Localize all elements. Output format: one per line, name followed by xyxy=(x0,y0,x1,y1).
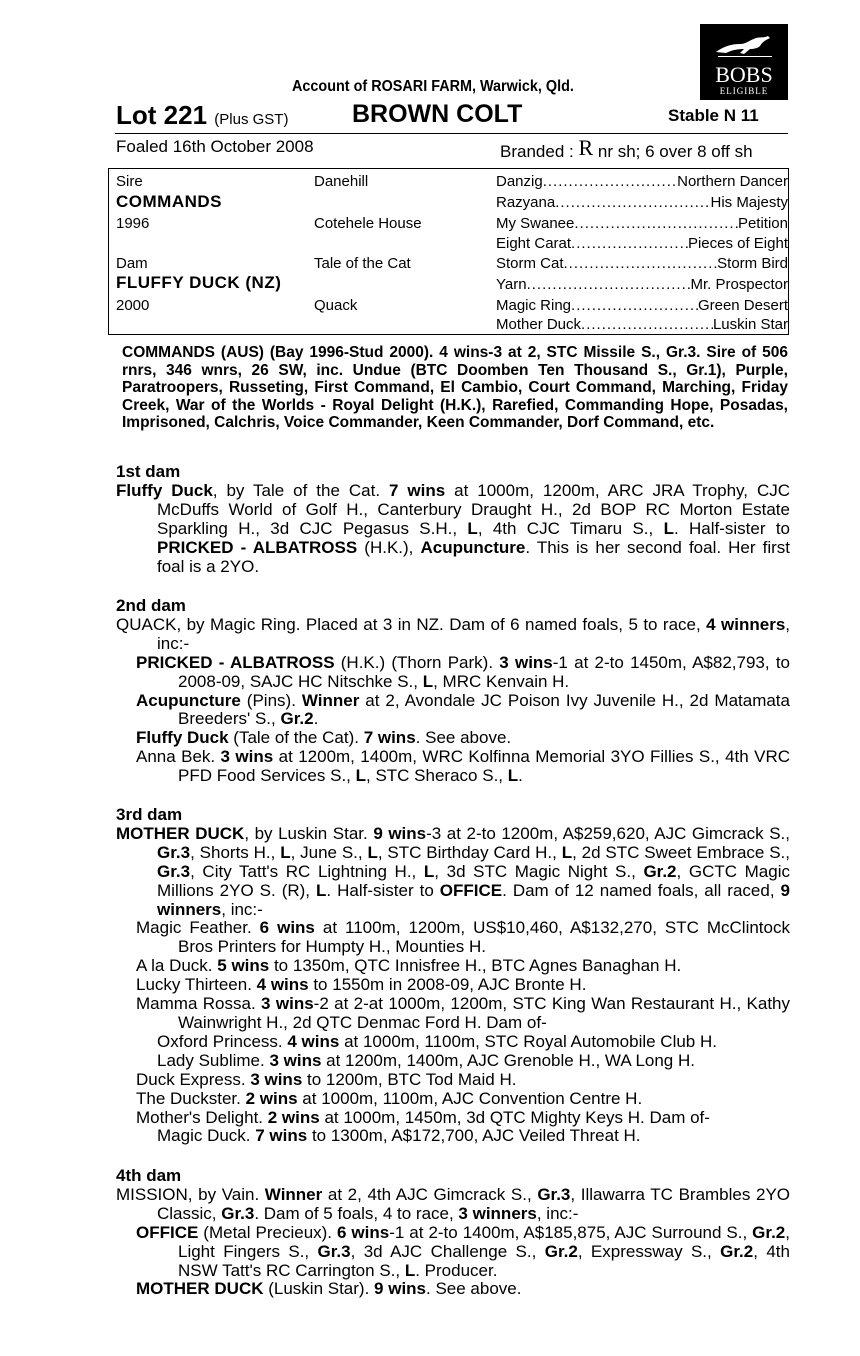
text: (H.K.), xyxy=(357,537,421,557)
dam-name: FLUFFY DUCK (NZ) xyxy=(116,273,282,292)
text: at 1100m, 1200m, US$10,460, A$132,270, STC McClintock Bros Printers for Humpty H., Mounties H. xyxy=(178,918,790,957)
logo-subtitle: ELIGIBLE xyxy=(719,86,769,96)
third-dam-section xyxy=(116,806,790,1146)
progeny-entry xyxy=(116,919,790,957)
horse-description: BROWN COLT xyxy=(352,100,523,128)
sibling-name: OFFICE xyxy=(439,880,503,900)
stable-number: Stable N 11 xyxy=(668,106,759,125)
progeny-name: PRICKED - ALBATROSS xyxy=(136,652,335,672)
listed: L xyxy=(663,518,674,538)
wins: 9 wins xyxy=(373,823,427,843)
text: . Dam of 12 named foals, all raced, xyxy=(502,880,781,900)
sire-label: Sire xyxy=(116,173,143,190)
gen3-row xyxy=(496,215,788,232)
listed: L xyxy=(422,671,434,691)
progeny-entry xyxy=(116,1090,790,1109)
listed: L xyxy=(561,842,573,862)
progeny-entry xyxy=(116,1109,790,1128)
group: Gr.3 xyxy=(537,1184,571,1204)
text: , City Tatt's RC Lightning H., xyxy=(190,861,424,881)
wins: 3 wins xyxy=(220,747,274,767)
text: at 1000m, 1450m, 3d QTC Mighty Keys H. Dam of- xyxy=(319,1107,710,1127)
section-heading: 1st dam xyxy=(116,462,181,481)
gen3-left: Danzig xyxy=(496,173,543,190)
grand-progeny-entry xyxy=(116,1127,790,1146)
gen2-dam-sire: Tale of the Cat xyxy=(314,255,411,272)
gen3-left: Storm Cat xyxy=(496,255,564,272)
first-dam-paragraph xyxy=(116,482,790,577)
text: , June S., xyxy=(290,842,368,862)
sire-year: 1996 xyxy=(116,215,150,232)
text: , inc:- xyxy=(157,614,791,653)
text: . Dam of 5 foals, 4 to race, xyxy=(254,1203,459,1223)
dam-label: Dam xyxy=(116,255,148,272)
progeny-entry xyxy=(116,729,790,748)
text: -1 at 2-to 1400m, A$185,875, AJC Surround S., xyxy=(389,1222,753,1242)
progeny-name: OFFICE xyxy=(136,1222,199,1242)
text: (Pins). xyxy=(240,690,302,710)
text: (H.K.) (Thorn Park). xyxy=(334,652,500,672)
listed: L xyxy=(423,861,435,881)
progeny-name: Anna Bek. xyxy=(136,747,221,767)
wins: 2 wins xyxy=(245,1088,298,1108)
gen3-right: Northern Dancer xyxy=(677,173,788,190)
gen3-row xyxy=(496,194,788,211)
listed: L xyxy=(280,842,291,862)
text: (Metal Precieux). xyxy=(198,1222,337,1242)
progeny-name: The Duckster. xyxy=(136,1088,246,1108)
progeny-name: Magic Duck. xyxy=(157,1126,256,1146)
gen3-row xyxy=(496,255,788,272)
text: , Illawarra TC Brambles 2YO Classic, xyxy=(157,1184,791,1223)
progeny-name: Mamma Rossa. xyxy=(136,994,262,1014)
wins: 6 wins xyxy=(337,1222,390,1242)
text: , STC Sheraco S., xyxy=(366,766,508,786)
gen2-sire-dam: Cotehele House xyxy=(314,215,422,232)
text: at 1000m, 1200m, ARC JRA Trophy, CJC McDuffs World of Golf H., Canterbury Draught H., 2d BOP RC Morton Estate Sparkling H., 3d CJC Pegasus S.H., xyxy=(157,480,791,538)
progeny-entry xyxy=(116,692,790,730)
section-heading: 3rd dam xyxy=(116,805,183,824)
dam-name: Fluffy Duck xyxy=(116,480,213,500)
progeny-entry xyxy=(116,1280,790,1299)
listed: L xyxy=(404,1260,416,1280)
text: to 1350m, QTC Innisfree H., BTC Agnes Banaghan H. xyxy=(269,956,682,976)
text: , 4th CJC Timaru S., xyxy=(477,518,664,538)
section-heading: 4th dam xyxy=(116,1166,182,1185)
grand-progeny-entry xyxy=(116,1052,790,1071)
wins: 4 wins xyxy=(256,975,309,995)
gen3-right: Green Desert xyxy=(697,297,788,314)
group: Gr.2 xyxy=(720,1241,754,1261)
dam-year: 2000 xyxy=(116,297,150,314)
brand-info xyxy=(500,137,753,163)
text: , by Luskin Star. xyxy=(244,823,374,843)
text: . xyxy=(518,766,523,786)
fourth-dam-section xyxy=(116,1167,790,1299)
winners: 9 winners xyxy=(157,880,790,919)
text: at 2, 4th AJC Gimcrack S., xyxy=(322,1184,538,1204)
second-dam-section xyxy=(116,597,790,786)
wins: 7 wins xyxy=(363,728,416,748)
gen3-left: Eight Carat xyxy=(496,235,572,252)
fourth-dam-paragraph xyxy=(116,1186,790,1224)
text: (Luskin Star). xyxy=(263,1279,375,1299)
wins: 7 wins xyxy=(389,480,446,500)
text: QUACK, by Magic Ring. Placed at 3 in NZ. Dam of 6 named foals, 5 to race, xyxy=(116,614,707,634)
sibling-name: PRICKED - ALBATROSS xyxy=(157,537,358,557)
wins: 5 wins xyxy=(217,956,270,976)
gen3-right: Luskin Star xyxy=(712,316,788,333)
horse-icon xyxy=(714,32,774,58)
gen3-row xyxy=(496,316,788,333)
progeny-name: Acupuncture xyxy=(136,690,241,710)
branded-label: Branded : xyxy=(500,142,574,161)
progeny-entry xyxy=(116,654,790,692)
gen3-right: His Majesty xyxy=(710,194,788,211)
gen3-right: Petition xyxy=(737,215,788,232)
text: at 1200m, 1400m, WRC Kolfinna Memorial 3YO Fillies S., 4th VRC PFD Food Services S., xyxy=(178,747,790,786)
wins: 3 wins xyxy=(269,1050,322,1070)
sire-name: COMMANDS xyxy=(116,192,222,211)
account-line: Account of ROSARI FARM, Warwick, Qld. xyxy=(292,78,574,95)
text: , MRC Kenvain H. xyxy=(433,671,570,691)
progeny-entry xyxy=(116,995,790,1033)
text: , 4th NSW Tatt's RC Carrington S., xyxy=(178,1241,790,1280)
text: -2 at 2-at 1000m, 1200m, STC King Wan Restaurant H., Kathy Wainwright H., 2d QTC Denmac Ford H. Dam of- xyxy=(178,994,790,1032)
dam-name: MOTHER DUCK xyxy=(116,823,245,843)
group: Gr.3 xyxy=(221,1203,255,1223)
text: . Half-sister to xyxy=(326,880,440,900)
text: at 1200m, 1400m, AJC Grenoble H., WA Long H. xyxy=(321,1050,695,1070)
gen2-sire-sire: Danehill xyxy=(314,173,369,190)
third-dam-paragraph xyxy=(116,825,790,920)
header-divider xyxy=(115,133,788,134)
gen3-row xyxy=(496,173,788,190)
wins: 2 wins xyxy=(267,1107,320,1127)
wins: 3 wins xyxy=(499,652,553,672)
progeny-entry xyxy=(116,1224,790,1281)
group: Gr.3 xyxy=(157,861,191,881)
gen3-row xyxy=(496,276,788,293)
gst-note: (Plus GST) xyxy=(214,111,289,128)
wins: 4 wins xyxy=(287,1031,340,1051)
second-dam-paragraph xyxy=(116,616,790,654)
winners: 4 winners xyxy=(706,614,786,634)
listed: L xyxy=(355,766,367,786)
gen3-row xyxy=(496,235,788,252)
text: . Half-sister to xyxy=(673,518,791,538)
text: , 3d AJC Challenge S., xyxy=(350,1241,545,1261)
text: . See above. xyxy=(415,728,512,748)
progeny-entry xyxy=(116,748,790,786)
gen3-right: Storm Bird xyxy=(717,255,788,272)
text: , by Tale of the Cat. xyxy=(212,480,390,500)
group: Gr.3 xyxy=(317,1241,351,1261)
gen3-right: Pieces of Eight xyxy=(687,235,788,252)
text: to 1550m in 2008-09, AJC Bronte H. xyxy=(308,975,587,995)
wins: 6 wins xyxy=(259,918,315,938)
progeny-entry xyxy=(116,957,790,976)
gen2-dam-dam: Quack xyxy=(314,297,358,314)
gen3-row xyxy=(496,297,788,314)
text: to 1300m, A$172,700, AJC Veiled Threat H. xyxy=(307,1126,641,1146)
logo-brand: BOBS xyxy=(715,62,773,87)
text: , inc:- xyxy=(536,1203,579,1223)
wins: 7 wins xyxy=(255,1126,308,1146)
text: . This is her second foal. Her first foal is a 2YO. xyxy=(157,537,791,576)
text: , Shorts H., xyxy=(190,842,281,862)
text: at 1000m, 1100m, AJC Convention Centre H. xyxy=(297,1088,643,1108)
grand-progeny-entry xyxy=(116,1033,790,1052)
bobs-eligible-logo xyxy=(700,24,788,100)
lot-number xyxy=(116,100,288,131)
listed: L xyxy=(467,518,478,538)
group: Gr.3 xyxy=(157,842,191,862)
text: to 1200m, BTC Tod Maid H. xyxy=(302,1069,517,1089)
wins: Winner xyxy=(264,1184,323,1204)
text: , 2d STC Sweet Embrace S., xyxy=(572,842,790,862)
group: Gr.2 xyxy=(643,861,677,881)
text: , STC Birthday Card H., xyxy=(377,842,562,862)
text: . Producer. xyxy=(415,1260,498,1280)
branded-details: nr sh; 6 over 8 off sh xyxy=(597,142,753,161)
progeny-name: Lady Sublime. xyxy=(157,1050,270,1070)
listed: L xyxy=(316,880,327,900)
listed: L xyxy=(367,842,378,862)
text: , 3d STC Magic Night S., xyxy=(434,861,644,881)
first-dam-section xyxy=(116,463,790,576)
sibling-name: Acupuncture xyxy=(420,537,526,557)
sire-summary: COMMANDS (AUS) (Bay 1996-Stud 2000). 4 wins-3 at 2, STC Missile S., Gr.3. Sire of 506 rnrs, 346 wnrs, 26 SW, inc. Undue (BTC Doomben Ten Thousand S., Gr.1), Purple, Paratroopers, Russeting, First Command, El Cambio, Court Command, Marching, Friday Creek, War of the Worlds - Royal Delight (H.K.), Rarefied, Commanding Hope, Posadas, Imprisoned, Calchris, Voice Commander, Keen Commander, Dorf Command, etc. xyxy=(122,344,788,431)
progeny-name: Mother's Delight. xyxy=(136,1107,268,1127)
text: MISSION, by Vain. xyxy=(116,1184,265,1204)
progeny-name: Duck Express. xyxy=(136,1069,251,1089)
text: , Expressway S., xyxy=(577,1241,721,1261)
gen3-left: Mother Duck xyxy=(496,316,582,333)
foaled-date: Foaled 16th October 2008 xyxy=(116,137,314,156)
text: , Light Fingers S., xyxy=(178,1222,790,1261)
text: at 2, Avondale JC Poison Ivy Juvenile H., 2d Matamata Breeders' S., xyxy=(178,690,790,729)
wins: 3 wins xyxy=(250,1069,303,1089)
text: at 1000m, 1100m, STC Royal Automobile Club H. xyxy=(339,1031,717,1051)
text: , inc:- xyxy=(221,899,263,919)
text: (Tale of the Cat). xyxy=(228,728,364,748)
wins: 9 wins xyxy=(374,1279,427,1299)
text: -1 at 2-to 1450m, A$82,793, to 2008-09, SAJC HC Nitschke S., xyxy=(178,652,790,691)
section-heading: 2nd dam xyxy=(116,596,186,615)
winners: 3 winners xyxy=(458,1203,537,1223)
group: Gr.2 xyxy=(544,1241,578,1261)
gen3-right: Mr. Prospector xyxy=(690,276,788,293)
text: , GCTC Magic Millions 2YO S. (R), xyxy=(157,861,790,900)
lot-label: Lot 221 xyxy=(116,100,208,130)
text: -3 at 2-to 1200m, A$259,620, AJC Gimcrack S., xyxy=(426,823,791,843)
wins: 3 wins xyxy=(261,994,314,1014)
progeny-name: Lucky Thirteen. xyxy=(136,975,257,995)
gen3-left: My Swanee xyxy=(496,215,575,232)
gen3-left: Magic Ring xyxy=(496,297,572,314)
progeny-name: Oxford Princess. xyxy=(157,1031,288,1051)
text: . xyxy=(313,709,319,729)
listed: L xyxy=(507,766,519,786)
text: . See above. xyxy=(426,1279,522,1299)
brand-mark: R xyxy=(578,135,594,160)
progeny-name: Magic Feather. xyxy=(136,918,260,938)
group: Gr.2 xyxy=(280,709,314,729)
progeny-entry xyxy=(116,976,790,995)
wins: Winner xyxy=(301,690,360,710)
progeny-name: A la Duck. xyxy=(136,956,218,976)
group: Gr.2 xyxy=(752,1222,786,1242)
progeny-name: MOTHER DUCK xyxy=(136,1279,264,1299)
gen3-left: Razyana xyxy=(496,194,556,211)
pedigree-table xyxy=(108,168,789,335)
progeny-entry xyxy=(116,1071,790,1090)
progeny-name: Fluffy Duck xyxy=(136,728,229,748)
gen3-left: Yarn xyxy=(496,276,527,293)
